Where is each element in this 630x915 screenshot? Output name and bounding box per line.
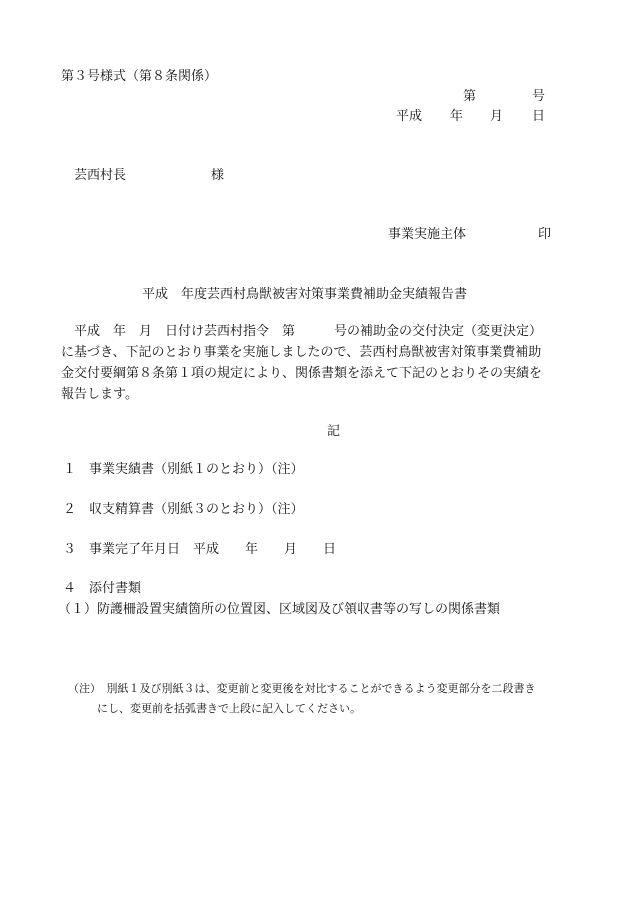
footnote-line: にし、変更前を括弧書きで上段に記入してください。: [97, 702, 361, 715]
body-line: 平成 年 月 日付け芸西村指令 第 号の補助金の交付決定（変更決定）: [61, 324, 543, 339]
body-paragraph: [61, 321, 561, 405]
applicant-label: 事業実施主体: [388, 227, 467, 242]
attachment-sub-item: （１）防護柵設置実績箇所の位置図、区域図及び領収書等の写しの関係書類: [58, 602, 501, 617]
addressee-name: 芸西村長: [74, 168, 127, 183]
body-line: 金交付要綱第８条第１項の規定により、関係書類を添えて下記のとおりその実績を: [61, 366, 543, 381]
ki-heading: 記: [327, 424, 341, 439]
document-number-suffix: 号: [532, 89, 546, 104]
form-label: 第３号様式（第８条関係）: [61, 69, 218, 84]
seal-mark: 印: [538, 227, 552, 242]
document-title: 平成 年度芸西村鳥獣被害対策事業費補助金実績報告書: [142, 287, 468, 302]
date-day: 日: [532, 109, 546, 124]
list-item: ２ 収支精算書（別紙３のとおり）（注）: [63, 502, 304, 517]
date-month: 月: [490, 109, 504, 124]
date-era: 平成: [396, 109, 423, 124]
footnote-line: （注） 別紙１及び別紙３は、変更前と変更後を対比することができるよう変更部分を二段書き: [68, 682, 536, 695]
date-year: 年: [450, 109, 464, 124]
body-line: に基づき、下記のとおり事業を実施しましたので、芸西村鳥獣被害対策事業費補助: [61, 345, 542, 360]
addressee-honorific: 様: [211, 168, 225, 183]
document-number-prefix: 第: [463, 89, 477, 104]
body-line: 報告します。: [61, 387, 138, 402]
list-item: ４ 添付書類: [63, 581, 142, 596]
list-item: １ 事業実績書（別紙１のとおり）（注）: [63, 462, 304, 477]
list-item: ３ 事業完了年月日 平成 年 月 日: [63, 542, 337, 557]
